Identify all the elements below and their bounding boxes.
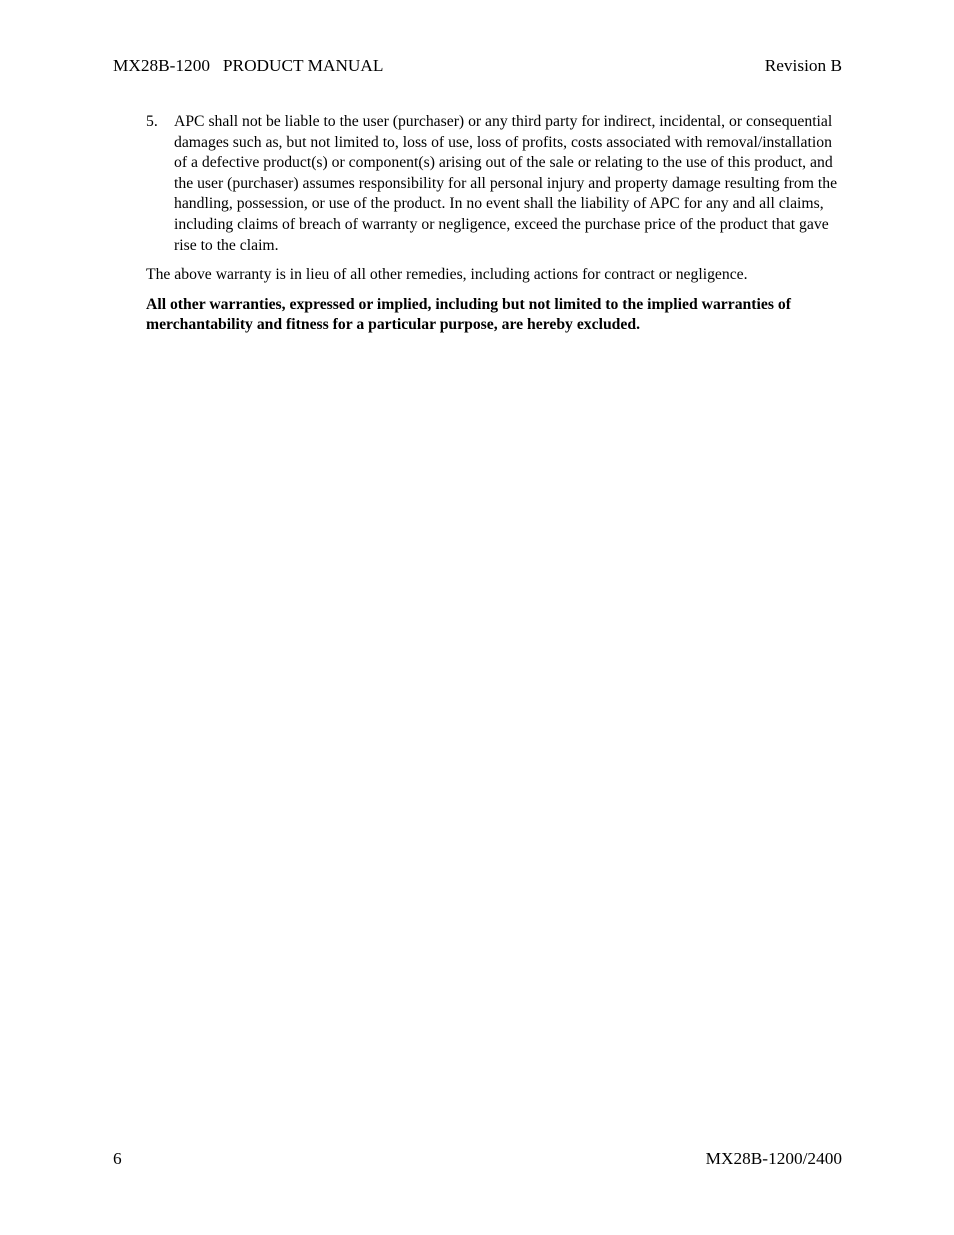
model-number: MX28B-1200/2400 <box>705 1149 842 1168</box>
document-title: MX28B-1200 PRODUCT MANUAL <box>113 56 384 75</box>
page-number: 6 <box>113 1149 122 1168</box>
page-header <box>113 55 842 79</box>
clause-text: APC shall not be liable to the user (purchaser) or any third party for indirect, incidental, or consequential damages such as, but not limited to, loss of use, loss of profits, costs associated with removal/installation of a defective product(s) or component(s) arising out of the sale or relating to the use of this product, and the user (purchaser) assumes responsibility for all personal injury and property damage resulting from the handling, possession, or use of the product. In no event shall the liability of APC for any and all claims, including claims of breach of warranty or negligence, exceed the purchase price of the product that gave rise to the claim. <box>174 113 838 254</box>
remedies-paragraph: The above warranty is in lieu of all other remedies, including actions for contract or negligence. <box>146 266 748 284</box>
page-content <box>146 112 843 336</box>
page-footer <box>113 1148 842 1172</box>
clause-number: 5. <box>146 113 158 130</box>
warranty-clause-5 <box>146 112 843 256</box>
revision-label: Revision B <box>764 56 842 75</box>
warranty-disclaimer: All other warranties, expressed or implied, including but not limited to the implied warranties of merchantability and fitness for a particular purpose, are hereby excluded. <box>146 295 791 334</box>
